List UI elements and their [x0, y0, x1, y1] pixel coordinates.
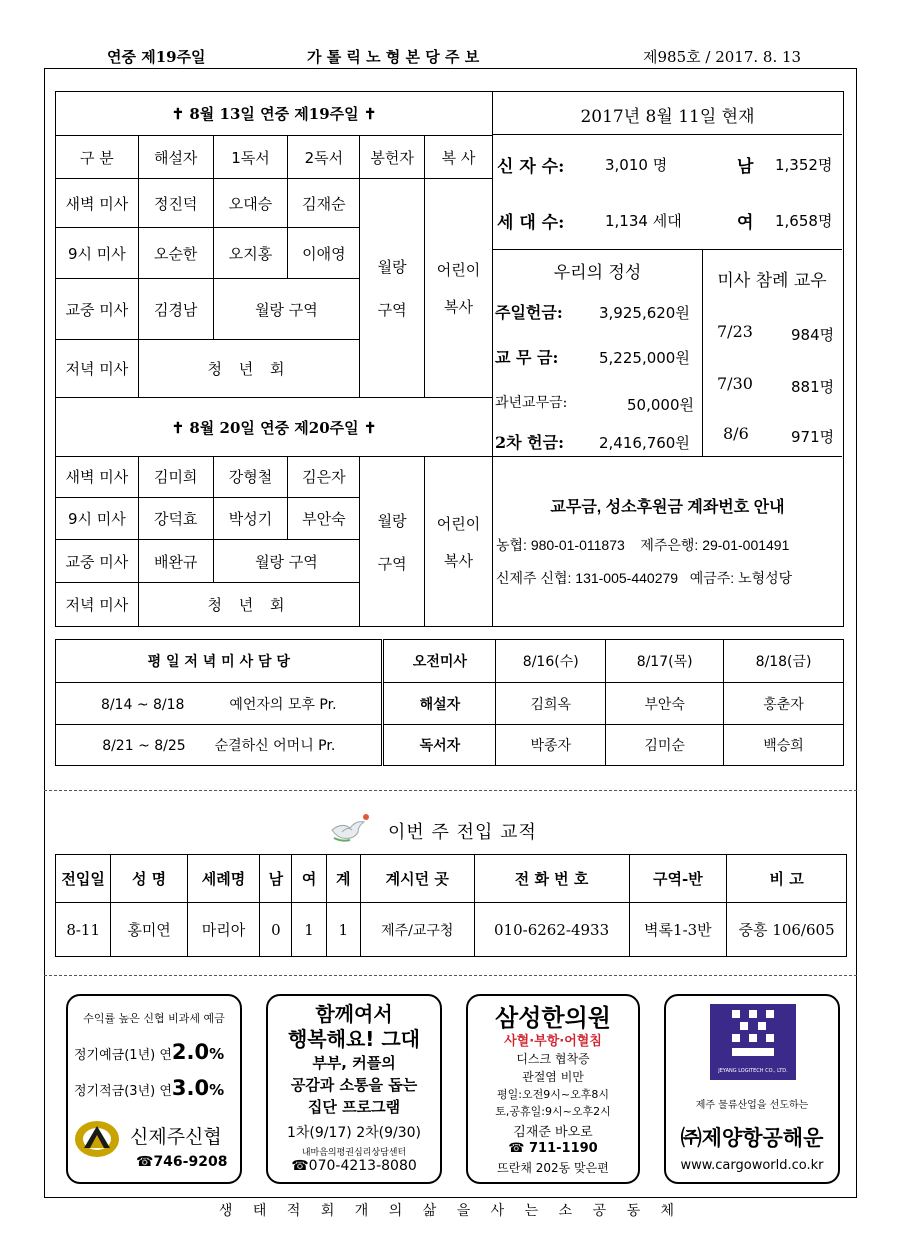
date-range: 8/21 ~ 8/25: [102, 738, 186, 754]
offering-label: 주일헌금:: [495, 303, 563, 322]
cell: 배완규: [138, 540, 213, 583]
ad-line: 함께여서: [315, 1002, 393, 1026]
ad-line: 수익률 높은 신협 비과세 예금: [83, 1012, 225, 1025]
parish-stats-panel: [493, 91, 844, 627]
ad-line: 집단 프로그램: [307, 1098, 401, 1116]
praesidium-name: 예언자의 모후 Pr.: [229, 696, 337, 713]
cell: 김은자: [288, 457, 360, 498]
cell: 청 년 회: [138, 583, 359, 627]
liturgy-schedule-table: [55, 91, 493, 627]
cell: 중흥 106/605: [727, 903, 847, 957]
col-header: 구역-반: [629, 855, 727, 903]
ad-counseling: [266, 994, 442, 1184]
offering-line: 월랑: [377, 511, 407, 530]
offering-label: 교 무 금:: [495, 348, 559, 367]
day-header: 8/17(목): [606, 640, 724, 683]
ad-line: 디스크 협착증: [516, 1052, 590, 1066]
row-label: 새벽 미사: [56, 457, 139, 498]
col-header: 남: [260, 855, 292, 903]
ad-line: 내마음의평권심리상담센터: [301, 1148, 407, 1158]
attendance-count: 971명: [791, 428, 835, 446]
offering-cell: [360, 457, 425, 627]
cell: 1: [326, 903, 360, 957]
header-issue: 제985호 / 2017. 8. 13: [643, 48, 802, 66]
day-header: 8/18(금): [724, 640, 844, 683]
server-line: 복사: [444, 551, 474, 570]
header-title: 가 톨 릭 노 형 본 당 주 보: [307, 48, 480, 66]
credit-union-logo-icon: [72, 1118, 122, 1160]
cell: 정진덕: [138, 179, 213, 228]
col-header: 계: [326, 855, 360, 903]
offering-line: 구역: [377, 554, 407, 573]
col-header: 봉헌자: [360, 135, 425, 179]
col-header: 전입일: [56, 855, 111, 903]
ad-rate: 2.0: [171, 1040, 210, 1064]
cell: 박종자: [496, 725, 606, 766]
ad-line: 뜨란채 202동 맞은편: [497, 1161, 609, 1175]
row-label: 새벽 미사: [56, 179, 139, 228]
row-label: 저녁 미사: [56, 583, 139, 627]
commentator-label: 해설자: [383, 683, 496, 725]
ad-rate-line: 정기적금(3년) 연3.0%: [74, 1076, 225, 1100]
attendance-count: 984명: [791, 326, 835, 344]
offering-line: 구역: [377, 301, 407, 320]
table-row: [56, 683, 844, 725]
table-row: [56, 903, 847, 957]
offering-label: 과년교무금:: [495, 395, 568, 411]
week2-title: ✝ 8월 20일 연중 제20주일 ✝: [56, 398, 493, 457]
col-header: 2독서: [288, 135, 360, 179]
server-cell: [425, 457, 493, 627]
bulletin-header: [45, 46, 857, 68]
divider: [44, 975, 857, 976]
cell: 김경남: [138, 279, 213, 340]
ad-line: 행복해요! 그대: [287, 1027, 420, 1051]
offering-line: 월랑: [377, 258, 407, 277]
week1-title: ✝ 8월 13일 연중 제19주일 ✝: [56, 92, 493, 136]
server-line: 어린이: [436, 261, 481, 280]
ad-text: 정기예금(1년) 연: [74, 1048, 172, 1063]
cell: 8-11: [56, 903, 111, 957]
cell: 홍미연: [111, 903, 187, 957]
cell: 홍춘자: [724, 683, 844, 725]
cell: 1: [292, 903, 326, 957]
col-header: 해설자: [138, 135, 213, 179]
cell: 벽록1-3반: [629, 903, 727, 957]
table-row: [56, 179, 493, 228]
cell: 청 년 회: [138, 340, 359, 398]
praesidium-name: 순결하신 어머니 Pr.: [214, 738, 336, 754]
row-label: 9시 미사: [56, 497, 139, 540]
morning-mass-label: 오전미사: [383, 640, 496, 683]
ad-line: 평일:오전9시~오후8시: [497, 1088, 609, 1101]
cell: 김미희: [138, 457, 213, 498]
reader-label: 독서자: [383, 725, 496, 766]
col-header: 전 화 번 호: [474, 855, 629, 903]
weekday-assignment: [56, 683, 383, 725]
cell: 김재순: [288, 179, 360, 228]
attendance-title: 미사 참례 교우: [717, 271, 827, 291]
male-value: 1,352명: [775, 156, 833, 174]
cell: 월랑 구역: [213, 540, 360, 583]
header-sunday: 연중 제19주일: [107, 48, 206, 66]
account-title: 교무금, 성소후원금 계좌번호 안내: [550, 499, 785, 516]
row-label: 9시 미사: [56, 228, 139, 279]
female-value: 1,658명: [775, 212, 833, 230]
account-line: 농협: 980-01-011873 제주은행: 29-01-001491: [496, 537, 790, 553]
server-line: 어린이: [436, 514, 481, 533]
logo-caption: JEYANG LOGITECH CO., LTD.: [718, 1068, 788, 1074]
cell: 이애영: [288, 228, 360, 279]
schedule-header-row: [56, 135, 493, 179]
ad-tagline: 사혈·부항·어혈침: [504, 1034, 602, 1049]
weekday-mass-table: [55, 639, 844, 766]
col-header: 계시던 곳: [360, 855, 474, 903]
server-cell: [425, 179, 493, 398]
cell: 강덕효: [138, 497, 213, 540]
ad-rate-line: 정기예금(1년) 연2.0%: [74, 1040, 225, 1064]
footer-motto: 생 태 적 회 개 의 삶 을 사 는 소 공 동 체: [218, 1203, 683, 1219]
cell: 김미순: [606, 725, 724, 766]
attendance-date: 7/23: [717, 322, 753, 341]
ad-line: 공감과 소통을 돕는: [290, 1076, 418, 1094]
table-row: [56, 725, 844, 766]
ad-line: 부부, 커플의: [312, 1054, 396, 1072]
jeyang-logo-icon: [710, 1004, 796, 1080]
ad-clinic: [466, 994, 640, 1184]
ad-credit-union: [66, 994, 242, 1184]
offering-value: 2,416,760원: [599, 434, 690, 452]
ad-phone: ☎ 711-1190: [508, 1141, 598, 1156]
ad-line: 1차(9/17) 2차(9/30): [286, 1125, 422, 1141]
offering-value: 3,925,620원: [599, 304, 690, 322]
day-header: 8/16(수): [496, 640, 606, 683]
row-label: 교중 미사: [56, 540, 139, 583]
col-header: 비 고: [727, 855, 847, 903]
female-label: 여: [737, 213, 754, 233]
ad-logistics: [664, 994, 840, 1184]
households-value: 1,134 세대: [605, 212, 682, 230]
ad-url: www.cargoworld.co.kr: [680, 1158, 824, 1173]
col-header: 세례명: [187, 855, 259, 903]
weekday-title: 평 일 저 녁 미 사 담 당: [56, 640, 383, 683]
cell: 김희옥: [496, 683, 606, 725]
cell: 부안숙: [606, 683, 724, 725]
table-row: [56, 457, 493, 498]
ad-rate: 3.0: [171, 1076, 210, 1100]
newcomers-title: 이번 주 전입 교적: [388, 822, 537, 843]
col-header: 1독서: [213, 135, 288, 179]
attendance-date: 7/30: [717, 374, 753, 393]
cell: 제주/교구청: [360, 903, 474, 957]
ad-phone: ☎070-4213-8080: [291, 1158, 417, 1174]
row-label: 저녁 미사: [56, 340, 139, 398]
ad-text: 정기적금(3년) 연: [74, 1084, 172, 1099]
col-header: 여: [292, 855, 326, 903]
stats-date-title: 2017년 8월 11일 현재: [580, 107, 755, 127]
offering-label: 2차 헌금:: [495, 433, 564, 452]
ad-line: 김재준 바오로: [513, 1125, 593, 1140]
offering-title: 우리의 정성: [553, 263, 642, 283]
cell: 백승희: [724, 725, 844, 766]
cell: 오지홍: [213, 228, 288, 279]
believers-label: 신 자 수:: [497, 157, 565, 177]
ad-name: 신제주신협: [130, 1126, 222, 1148]
ad-phone: ☎746-9208: [136, 1154, 228, 1170]
households-label: 세 대 수:: [497, 213, 565, 233]
row-label: 교중 미사: [56, 279, 139, 340]
cell: 0: [260, 903, 292, 957]
offering-value: 50,000원: [627, 396, 694, 414]
divider: [44, 790, 857, 791]
attendance-date: 8/6: [723, 424, 749, 443]
col-header: 구 분: [56, 135, 139, 179]
believers-value: 3,010 명: [605, 156, 668, 174]
cell: 오순한: [138, 228, 213, 279]
offering-value: 5,225,000원: [599, 349, 690, 367]
newcomers-table: [55, 854, 847, 957]
account-line: 신제주 신협: 131-005-440279 예금주: 노형성당: [496, 570, 793, 586]
attendance-count: 881명: [791, 378, 835, 396]
date-range: 8/14 ~ 8/18: [100, 696, 185, 713]
male-label: 남: [737, 157, 754, 177]
col-header: 복 사: [425, 135, 493, 179]
ad-line: 관절염 비만: [522, 1070, 584, 1084]
ad-line: 토,공휴일:9시~오후2시: [495, 1105, 611, 1118]
ad-name: 삼성한의원: [495, 1004, 611, 1032]
ad-slogan: 제주 물류산업을 선도하는: [695, 1100, 809, 1111]
server-line: 복사: [444, 298, 474, 317]
weekday-assignment: [56, 725, 383, 766]
col-header: 성 명: [111, 855, 187, 903]
newcomers-header-row: [56, 855, 847, 903]
dove-icon: [328, 812, 370, 846]
cell: 부안숙: [288, 497, 360, 540]
offering-cell: [360, 179, 425, 398]
cell: 010-6262-4933: [474, 903, 629, 957]
cell: 마리아: [187, 903, 259, 957]
cell: 박성기: [213, 497, 288, 540]
newcomers-heading: [328, 812, 628, 846]
cell: 오대승: [213, 179, 288, 228]
cell: 월랑 구역: [213, 279, 360, 340]
ad-name: ㈜제양항공해운: [680, 1126, 824, 1150]
cell: 강형철: [213, 457, 288, 498]
